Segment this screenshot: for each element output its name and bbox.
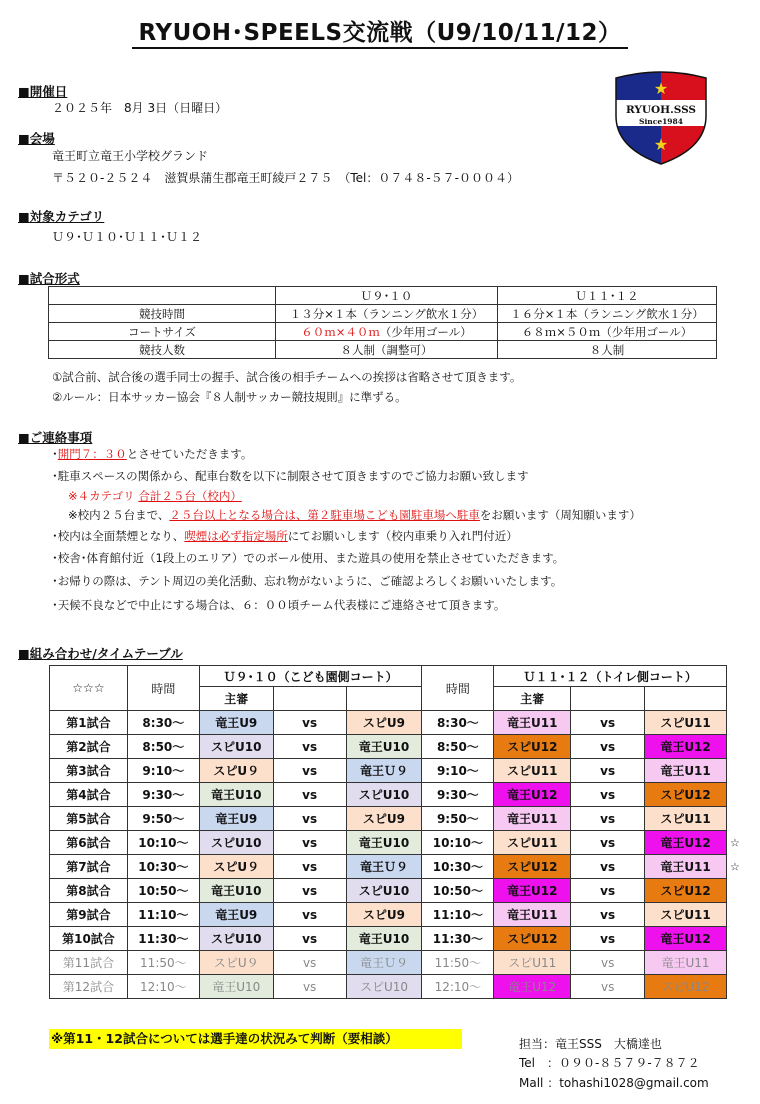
club-logo bbox=[612, 70, 710, 166]
court1-vs: vs bbox=[273, 783, 346, 807]
svg-text:Since1984: Since1984 bbox=[639, 117, 683, 126]
star-mark: ☆ bbox=[730, 836, 740, 849]
star-mark: ☆ bbox=[730, 860, 740, 873]
court2-team-b: 竜王U12 ☆ bbox=[645, 831, 727, 855]
event-date: ２０２５年 8月 3日（日曜日） bbox=[52, 101, 228, 115]
court1-time: 11:50～ bbox=[127, 951, 199, 975]
court2-vs: vs bbox=[571, 927, 645, 951]
svg-text:★: ★ bbox=[653, 135, 669, 154]
format-cell bbox=[276, 323, 498, 341]
court2-team-a: スピU11 bbox=[494, 759, 571, 783]
court2-team-a: 竜王U12 bbox=[494, 783, 571, 807]
court2-vs: vs bbox=[571, 783, 645, 807]
court1-team-b: スピU10 bbox=[346, 783, 422, 807]
format-cell: １６分×１本（ランニング飲水１分） bbox=[498, 305, 717, 323]
court1-team-a: スピU９ bbox=[199, 759, 273, 783]
court2-team-b: スピU12 bbox=[645, 879, 727, 903]
court2-vs: vs bbox=[571, 735, 645, 759]
court1-team-a: スピU10 bbox=[199, 927, 273, 951]
match-row bbox=[50, 975, 727, 999]
match-label: 第6試合 bbox=[50, 831, 128, 855]
date-heading: ■開催日 bbox=[18, 84, 68, 99]
contact-item-ball-use: ･校舎･体育館付近（1段上のエリア）でのボール使用、また遊具の使用を禁止させていただきます。 bbox=[52, 551, 565, 565]
court2-time: 11:30～ bbox=[422, 927, 494, 951]
match-label: 第1試合 bbox=[50, 711, 128, 735]
format-corner-cell bbox=[49, 287, 276, 305]
court1-vs: vs bbox=[273, 759, 346, 783]
format-row-label: 競技時間 bbox=[49, 305, 276, 323]
format-cell: ６８ｍ×５０ｍ（少年用ゴール） bbox=[498, 323, 717, 341]
court2-team-a: スピU12 bbox=[494, 735, 571, 759]
court2-team-a: スピU12 bbox=[494, 855, 571, 879]
court2-team-b: スピU12 bbox=[645, 783, 727, 807]
court1-team-a: スピU10 bbox=[199, 735, 273, 759]
match-row bbox=[50, 831, 727, 855]
court2-time: 12:10～ bbox=[422, 975, 494, 999]
contact-item-cancel: ･天候不良などで中止にする場合は、６：００頃チーム代表様にご連絡させて頂きます。 bbox=[52, 598, 506, 612]
referee-header: 主審 bbox=[494, 687, 571, 711]
category-list: Ｕ９･Ｕ１０･Ｕ１１･Ｕ１２ bbox=[52, 230, 203, 244]
match-row bbox=[50, 903, 727, 927]
court1-vs: vs bbox=[273, 855, 346, 879]
court2-team-b: スピU12 bbox=[645, 975, 727, 999]
court1-time: 9:50～ bbox=[127, 807, 199, 831]
match-label: 第4試合 bbox=[50, 783, 128, 807]
court2-team-b: 竜王U11 bbox=[645, 759, 727, 783]
match-label: 第7試合 bbox=[50, 855, 128, 879]
time-header: 時間 bbox=[422, 666, 494, 711]
contact-item-parking: ･駐車スペースの関係から、配車台数を以下に制限させて頂きますのでご協力お願い致します bbox=[52, 469, 529, 483]
court2-header: Ｕ１１･１２（トイレ側コート） bbox=[494, 666, 727, 687]
match-label: 第5試合 bbox=[50, 807, 128, 831]
court1-vs: vs bbox=[273, 711, 346, 735]
contact-tel: Tel ：０９０-８５７９-７８７２ bbox=[519, 1056, 700, 1070]
contact-mail: Mall ：tohashi1028@gmail.com bbox=[519, 1076, 709, 1090]
match-row bbox=[50, 951, 727, 975]
court2-time: 8:50～ bbox=[422, 735, 494, 759]
court2-vs: vs bbox=[571, 807, 645, 831]
court2-vs: vs bbox=[571, 759, 645, 783]
court1-time: 8:30～ bbox=[127, 711, 199, 735]
court2-team-a: 竜王U12 bbox=[494, 975, 571, 999]
court2-team-a: 竜王U11 bbox=[494, 711, 571, 735]
court1-time: 8:50～ bbox=[127, 735, 199, 759]
header-blank bbox=[645, 687, 727, 711]
court2-team-a: スピU12 bbox=[494, 927, 571, 951]
match-label: 第9試合 bbox=[50, 903, 128, 927]
timetable-heading: ■組み合わせ/タイムテーブル bbox=[18, 646, 183, 661]
court2-vs: vs bbox=[571, 879, 645, 903]
court2-vs: vs bbox=[571, 831, 645, 855]
court-size-u910: ６０ｍ×４０ｍ bbox=[301, 324, 380, 339]
contact-item-cleanup: ･お帰りの際は、テント周辺の美化活動、忘れ物がないように、ご確認よろしくお願いいたします。 bbox=[52, 574, 563, 588]
court1-vs: vs bbox=[273, 951, 346, 975]
court2-time: 8:30～ bbox=[422, 711, 494, 735]
venue-heading: ■会場 bbox=[18, 131, 55, 146]
svg-text:RYUOH.SSS: RYUOH.SSS bbox=[625, 104, 697, 116]
court1-vs: vs bbox=[273, 927, 346, 951]
court1-team-a: 竜王U9 bbox=[199, 711, 273, 735]
page-title: RYUOH･SPEELS交流戦（U9/10/11/12） bbox=[0, 14, 760, 47]
svg-text:★: ★ bbox=[653, 79, 669, 98]
venue-address: 〒５２０-２５２４ 滋賀県蒲生郡竜王町綾戸２７５ （Tel：０７４８-５７-０００４） bbox=[52, 171, 520, 185]
court1-time: 11:30～ bbox=[127, 927, 199, 951]
court2-time: 10:30～ bbox=[422, 855, 494, 879]
court1-time: 11:10～ bbox=[127, 903, 199, 927]
court2-time: 9:50～ bbox=[422, 807, 494, 831]
court1-team-b: スピU9 bbox=[346, 711, 422, 735]
format-col-u910: Ｕ９･１０ bbox=[276, 287, 498, 305]
match-row bbox=[50, 807, 727, 831]
court1-team-b: 竜王U10 bbox=[346, 927, 422, 951]
court2-team-a: スピU11 bbox=[494, 831, 571, 855]
court2-team-b: 竜王U11 bbox=[645, 951, 727, 975]
court2-vs: vs bbox=[571, 903, 645, 927]
court2-team-a: 竜王U11 bbox=[494, 807, 571, 831]
format-cell: ８人制 bbox=[498, 341, 717, 359]
court2-vs: vs bbox=[571, 855, 645, 879]
court1-team-b: 竜王U10 bbox=[346, 735, 422, 759]
court2-team-b: 竜王U11 ☆ bbox=[645, 855, 727, 879]
match-label: 第11試合 bbox=[50, 951, 128, 975]
court1-team-b: 竜王Ｕ９ bbox=[346, 855, 422, 879]
court2-time: 10:10～ bbox=[422, 831, 494, 855]
court2-team-b: 竜王U12 bbox=[645, 927, 727, 951]
match-label: 第3試合 bbox=[50, 759, 128, 783]
contact-item-smoking: ･校内は全面禁煙となり、喫煙は必ず指定場所にてお願いします（校内車乗り入れ門付近） bbox=[52, 529, 518, 543]
timetable-note: ※第11・12試合については選手達の状況みて判断（要相談） bbox=[49, 1029, 462, 1049]
contact-heading: ■ご連絡事項 bbox=[18, 430, 93, 445]
court1-team-a: 竜王U9 bbox=[199, 903, 273, 927]
match-row bbox=[50, 735, 727, 759]
court1-header: Ｕ９･１０（こども園側コート） bbox=[199, 666, 422, 687]
match-label: 第12試合 bbox=[50, 975, 128, 999]
court1-time: 10:10～ bbox=[127, 831, 199, 855]
header-blank bbox=[571, 687, 645, 711]
court1-team-a: 竜王U10 bbox=[199, 975, 273, 999]
court1-team-b: スピU9 bbox=[346, 903, 422, 927]
court1-vs: vs bbox=[273, 903, 346, 927]
header-blank bbox=[346, 687, 422, 711]
court2-time: 10:50～ bbox=[422, 879, 494, 903]
court1-team-a: スピU９ bbox=[199, 951, 273, 975]
court2-team-a: 竜王U12 bbox=[494, 879, 571, 903]
match-label: 第10試合 bbox=[50, 927, 128, 951]
match-row bbox=[50, 783, 727, 807]
match-row bbox=[50, 855, 727, 879]
contact-item-parking-limit: ※４カテゴリ 合計２５台（校内） bbox=[68, 489, 242, 503]
timetable bbox=[49, 665, 740, 999]
corner-stars: ☆☆☆ bbox=[50, 666, 128, 711]
court2-vs: vs bbox=[571, 951, 645, 975]
court1-team-b: スピU9 bbox=[346, 807, 422, 831]
goal-type: （少年用ゴール） bbox=[379, 324, 472, 339]
court2-team-b: スピU11 bbox=[645, 711, 727, 735]
court1-team-a: スピU９ bbox=[199, 855, 273, 879]
court2-team-a: スピU11 bbox=[494, 951, 571, 975]
court1-vs: vs bbox=[273, 831, 346, 855]
court1-team-a: 竜王U10 bbox=[199, 879, 273, 903]
court1-team-b: スピU10 bbox=[346, 879, 422, 903]
court1-team-a: 竜王U9 bbox=[199, 807, 273, 831]
court2-time: 11:50～ bbox=[422, 951, 494, 975]
referee-header: 主審 bbox=[199, 687, 273, 711]
match-row bbox=[50, 927, 727, 951]
court1-vs: vs bbox=[273, 879, 346, 903]
court2-time: 9:30～ bbox=[422, 783, 494, 807]
match-row bbox=[50, 879, 727, 903]
format-cell: ８人制（調整可） bbox=[276, 341, 498, 359]
match-label: 第8試合 bbox=[50, 879, 128, 903]
format-col-u1112: Ｕ１１･１２ bbox=[498, 287, 717, 305]
category-heading: ■対象カテゴリ bbox=[18, 209, 105, 224]
court1-team-b: スピU10 bbox=[346, 975, 422, 999]
court2-team-a: 竜王U11 bbox=[494, 903, 571, 927]
format-note-2: ②ルール：日本サッカー協会『８人制サッカー競技規則』に準ずる。 bbox=[52, 390, 407, 404]
header-blank bbox=[273, 687, 346, 711]
time-header: 時間 bbox=[127, 666, 199, 711]
court2-team-b: スピU11 bbox=[645, 807, 727, 831]
format-note-1: ①試合前、試合後の選手同士の握手、試合後の相手チームへの挨拶は省略させて頂きます。 bbox=[52, 370, 522, 384]
format-heading: ■試合形式 bbox=[18, 271, 80, 286]
format-row-label: コートサイズ bbox=[49, 323, 276, 341]
match-label: 第2試合 bbox=[50, 735, 128, 759]
court2-vs: vs bbox=[571, 975, 645, 999]
contact-item-overflow: ※校内２５台まで、２５台以上となる場合は、第２駐車場こども園駐車場へ駐車をお願います（周知願います） bbox=[68, 508, 641, 522]
court1-time: 12:10～ bbox=[127, 975, 199, 999]
format-row-label: 競技人数 bbox=[49, 341, 276, 359]
contact-person: 担当：竜王SSS 大橋達也 bbox=[519, 1037, 662, 1051]
court2-team-b: スピU11 bbox=[645, 903, 727, 927]
court1-time: 10:30～ bbox=[127, 855, 199, 879]
court1-vs: vs bbox=[273, 735, 346, 759]
court1-time: 9:10～ bbox=[127, 759, 199, 783]
court2-vs: vs bbox=[571, 711, 645, 735]
match-row bbox=[50, 711, 727, 735]
court1-team-a: 竜王U10 bbox=[199, 783, 273, 807]
court1-team-b: 竜王Ｕ９ bbox=[346, 759, 422, 783]
court1-team-b: 竜王U10 bbox=[346, 831, 422, 855]
court2-team-b: 竜王U12 bbox=[645, 735, 727, 759]
court1-vs: vs bbox=[273, 975, 346, 999]
court1-time: 9:30～ bbox=[127, 783, 199, 807]
match-row bbox=[50, 759, 727, 783]
court2-time: 11:10～ bbox=[422, 903, 494, 927]
court1-vs: vs bbox=[273, 807, 346, 831]
format-table bbox=[48, 286, 717, 359]
court1-team-b: 竜王Ｕ９ bbox=[346, 951, 422, 975]
court1-team-a: スピU10 bbox=[199, 831, 273, 855]
court2-time: 9:10～ bbox=[422, 759, 494, 783]
venue-name: 竜王町立竜王小学校グランド bbox=[52, 149, 209, 163]
court1-time: 10:50～ bbox=[127, 879, 199, 903]
format-cell: １３分×１本（ランニング飲水１分） bbox=[276, 305, 498, 323]
contact-item-gate: ･開門７：３０とさせていただきます。 bbox=[52, 447, 253, 461]
